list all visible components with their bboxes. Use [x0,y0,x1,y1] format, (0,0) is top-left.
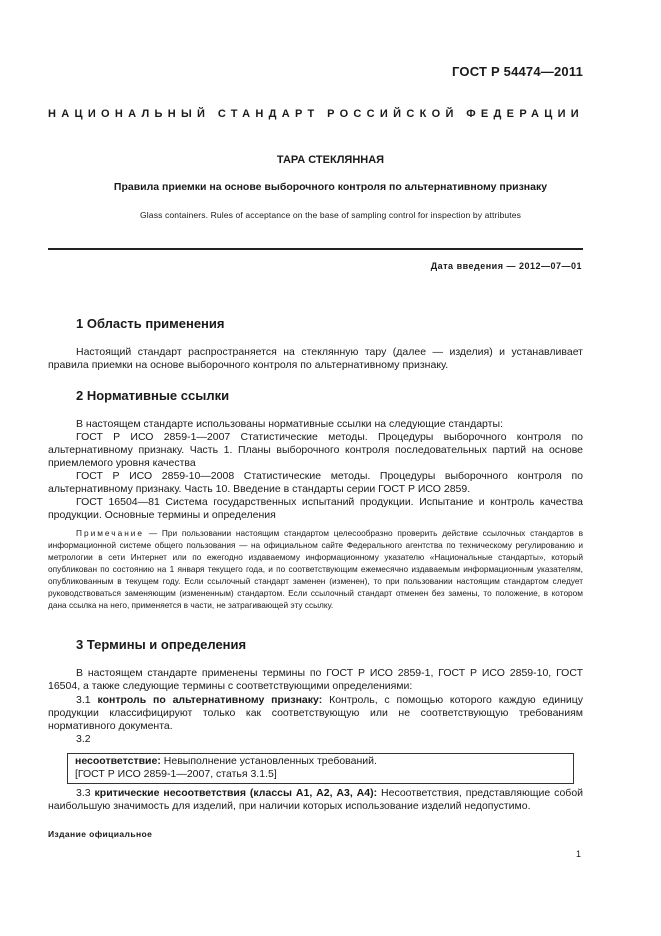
term-number: 3.1 [76,694,91,706]
section-2-heading: 2 Нормативные ссылки [76,388,230,403]
term-3-2-number: 3.2 [76,733,91,745]
section-1-paragraph: Настоящий стандарт распространяется на стеклянную тару (далее — изделия) и устанавливает правила приемки на основе выборочного контроля по альтернативному признаку. [48,346,583,371]
term-source: [ГОСТ Р ИСО 2859-1—2007, статья 3.1.5] [75,768,277,780]
term-definition: Контроль, с помощью которого каждую единицу продукции классифицируют только как соответствующую или не соответствующую требованиям нормативного документа. [48,694,584,732]
term-name: критические несоответствия (классы А1, А2, А3, А4): [94,787,378,799]
introduction-date: Дата введения — 2012—07—01 [430,261,582,271]
section-3-heading: 3 Термины и определения [76,637,247,652]
reference-item: ГОСТ 16504—81 Система государственных испытаний продукции. Испытание и контроль качества продукции. Основные термины и определения [48,496,583,521]
national-word: НАЦИОНАЛЬНЫЙ [48,108,211,120]
note-label: Примечание [76,528,145,538]
national-word: СТАНДАРТ [217,108,320,120]
document-number: ГОСТ Р 54474—2011 [452,64,583,79]
term-3-2-line [75,755,573,768]
section-3-intro: В настоящем стандарте применены термины по ГОСТ Р ИСО 2859-1, ГОСТ Р ИСО 2859-10, ГОСТ 16504, а также следующие термины с соответствующими определениями: [48,667,583,692]
document-subtitle: Правила приемки на основе выборочного контроля по альтернативному признаку [113,181,548,193]
reference-item: ГОСТ Р ИСО 2859-10—2008 Статистические методы. Процедуры выборочного контроля по альтернативному признаку. Часть 10. Введение в стандарты серии ГОСТ Р ИСО 2859. [48,470,583,495]
term-3-3 [48,787,583,813]
term-3-2-box [67,753,574,784]
national-word: РОССИЙСКОЙ [327,108,459,120]
edition-label: Издание официальное [48,829,153,839]
page-number: 1 [575,849,581,859]
national-word: ФЕДЕРАЦИИ [466,108,584,120]
section-2-intro: В настоящем стандарте использованы нормативные ссылки на следующие стандарты: [76,418,503,430]
title-divider [48,248,583,250]
reference-item: ГОСТ Р ИСО 2859-1—2007 Статистические методы. Процедуры выборочного контроля по альтернативному признаку. Часть 1. Планы выборочного контроля последовательных партий на основе приемлемого уровня качества [48,431,583,469]
section-1-heading: 1 Область применения [76,316,225,331]
document-title: ТАРА СТЕКЛЯННАЯ [276,154,385,166]
english-title: Glass containers. Rules of acceptance on the base of sampling control for inspection by attributes [140,210,521,220]
term-3-1 [48,694,583,733]
term-definition: Несоответствия, представляющие собой наибольшую значимость для изделий, при наличии которых использование изделий недопустимо. [48,787,584,812]
term-name: контроль по альтернативному признаку: [97,694,323,706]
national-standard-line [48,108,584,120]
term-definition: Невыполнение установленных требований. [163,755,377,767]
term-number: 3.3 [76,787,91,799]
term-name: несоответствие: [75,755,161,767]
note-text: — При пользовании настоящим стандартом целесообразно проверить действие ссылочных стандартов в информационной системе общего пользования — на официальном сайте Федерального агентства по техническому регулированию и метрологии в сети Интернет или по ежегодно издаваемому информационному указателю «Национальные стандарты», который опубликован по состоянию на 1 января текущего года, и по соответствующим ежемесячно издаваемым информационным указателям, опубликованным в текущем году. Если ссылочный стандарт заменен (изменен), то при пользовании настоящим стандартом следует руководствоваться заменяющим (измененным) стандартом. Если ссылочный стандарт отменен без замены, то положение, в котором дана ссылка на него, применяется в части, не затрагивающей эту ссылку. [48,528,583,610]
note-block [48,527,583,611]
